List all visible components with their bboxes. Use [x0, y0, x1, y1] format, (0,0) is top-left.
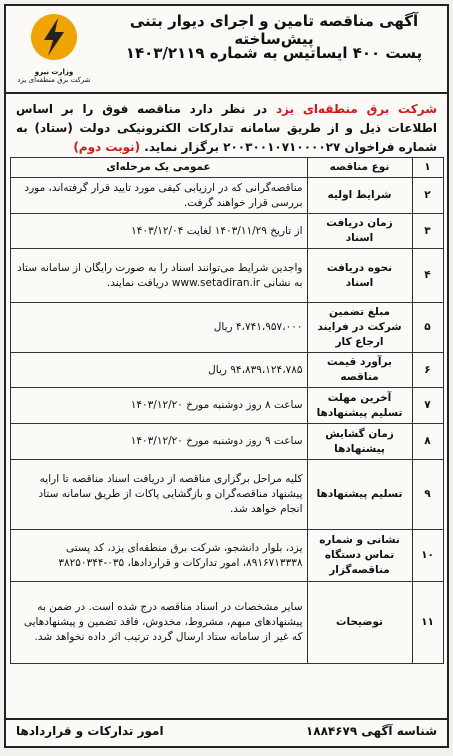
row-number: ۴ [412, 249, 443, 303]
row-value: سایر مشخصات در اسناد مناقصه درج شده است. در ضمن به پیشنهادهای مبهم، مشروط، مخدوش، فاقد تضمین و پیشنهادهایی که غیر از سامانه ستاد ارسال گردد ترتیب اثر داده نخواهد شد. [10, 582, 307, 664]
row-value: ساعت ۸ روز دوشنبه مورخ ۱۴۰۳/۱۲/۲۰ [10, 388, 307, 424]
ad-id: شناسه آگهی ۱۸۸۴۶۷۹ [305, 724, 437, 738]
row-number: ۳ [412, 214, 443, 249]
row-value: واجدین شرایط می‌توانند اسناد را به صورت رایگان از سامانه ستاد به نشانی www.setadiran.ir دریافت نمایند. [10, 249, 307, 303]
table-row [10, 158, 443, 178]
row-key: برآورد قیمت مناقصه [307, 353, 412, 388]
row-value: کلیه مراحل برگزاری مناقصه از دریافت اسناد مناقصه تا ارایه پیشنهاد مناقصه‌گران و بازگشایی پاکات از طریق سامانه ستاد انجام خواهد شد. [10, 460, 307, 530]
row-number: ۶ [412, 353, 443, 388]
company-logo [14, 12, 94, 86]
row-value: ۹۴،۸۳۹،۱۲۴،۷۸۵ ریال [10, 353, 307, 388]
notice-header [6, 6, 447, 94]
row-key: شرایط اولیه [307, 178, 412, 214]
table-row [10, 530, 443, 582]
intro-text: در نظر دارد مناقصه فوق را بر اساس اطلاعات ذیل و از طریق سامانه تدارکات الکترونیکی دولت (ستاد) به شماره فراخوان ۲۰۰۳۰۰۱۰۷۱۰۰۰۰۲۷ برگزار نماید. [16, 102, 437, 154]
intro-round: (نوبت دوم) [73, 140, 141, 154]
row-value: یزد، بلوار دانشجو، شرکت برق منطقه‌ای یزد، کد پستی ۸۹۱۶۷۱۳۳۳۸، امور تدارکات و قراردادها، ۰۳۵-۳۸۲۵۰۳۴۴ [10, 530, 307, 582]
row-key: تسلیم پیشنهادها [307, 460, 412, 530]
lightning-logo-icon [28, 12, 80, 62]
intro-paragraph [6, 94, 447, 157]
table-row [10, 249, 443, 303]
row-number: ۹ [412, 460, 443, 530]
table-row [10, 214, 443, 249]
intro-org: شرکت برق منطقه‌ای یزد [275, 102, 438, 116]
row-key: توضیحات [307, 582, 412, 664]
row-value: مناقصه‌گرانی که در ارزیابی کیفی مورد تایید قرار گرفته‌اند، مورد بررسی قرار خواهند گرفت. [10, 178, 307, 214]
table-row [10, 178, 443, 214]
table-row [10, 388, 443, 424]
row-number: ۱۰ [412, 530, 443, 582]
row-value: ساعت ۹ روز دوشنبه مورخ ۱۴۰۳/۱۲/۲۰ [10, 424, 307, 460]
table-row [10, 303, 443, 353]
row-value: عمومی یک مرحله‌ای [10, 158, 307, 178]
tender-notice [4, 4, 449, 748]
row-key: زمان گشایش پیشنهادها [307, 424, 412, 460]
details-table [10, 157, 444, 664]
table-row [10, 460, 443, 530]
row-key: زمان دریافت اسناد [307, 214, 412, 249]
row-key: مبلغ تضمین شرکت در فرایند ارجاع کار [307, 303, 412, 353]
logo-company-text: شرکت برق منطقه‌ای یزد [17, 76, 91, 84]
row-key: آخرین مهلت تسلیم پیشنهادها [307, 388, 412, 424]
department-name: امور تدارکات و قراردادها [16, 724, 164, 738]
row-number: ۱ [412, 158, 443, 178]
row-number: ۷ [412, 388, 443, 424]
table-row [10, 424, 443, 460]
row-value: ۴،۷۴۱،۹۵۷،۰۰۰ ریال [10, 303, 307, 353]
row-key: نشانی و شماره تماس دستگاه مناقصه‌گزار [307, 530, 412, 582]
notice-title-line1: آگهی مناقصه تامین و اجرای دیوار بتنی پیش‌ساخته [129, 12, 419, 48]
row-value: از تاریخ ۱۴۰۳/۱۱/۲۹ لغایت ۱۴۰۳/۱۲/۰۴ [10, 214, 307, 249]
row-number: ۱۱ [412, 582, 443, 664]
row-number: ۲ [412, 178, 443, 214]
table-row [10, 582, 443, 664]
notice-title-line2: پست ۴۰۰ ایساتیس به شماره ۱۴۰۳/۲۱۱۹ [125, 44, 423, 62]
notice-footer [6, 718, 447, 746]
logo-ministry-text: وزارت نیرو [34, 68, 74, 76]
row-key: نحوه دریافت اسناد [307, 249, 412, 303]
table-row [10, 353, 443, 388]
row-number: ۵ [412, 303, 443, 353]
row-key: نوع مناقصه [307, 158, 412, 178]
row-number: ۸ [412, 424, 443, 460]
